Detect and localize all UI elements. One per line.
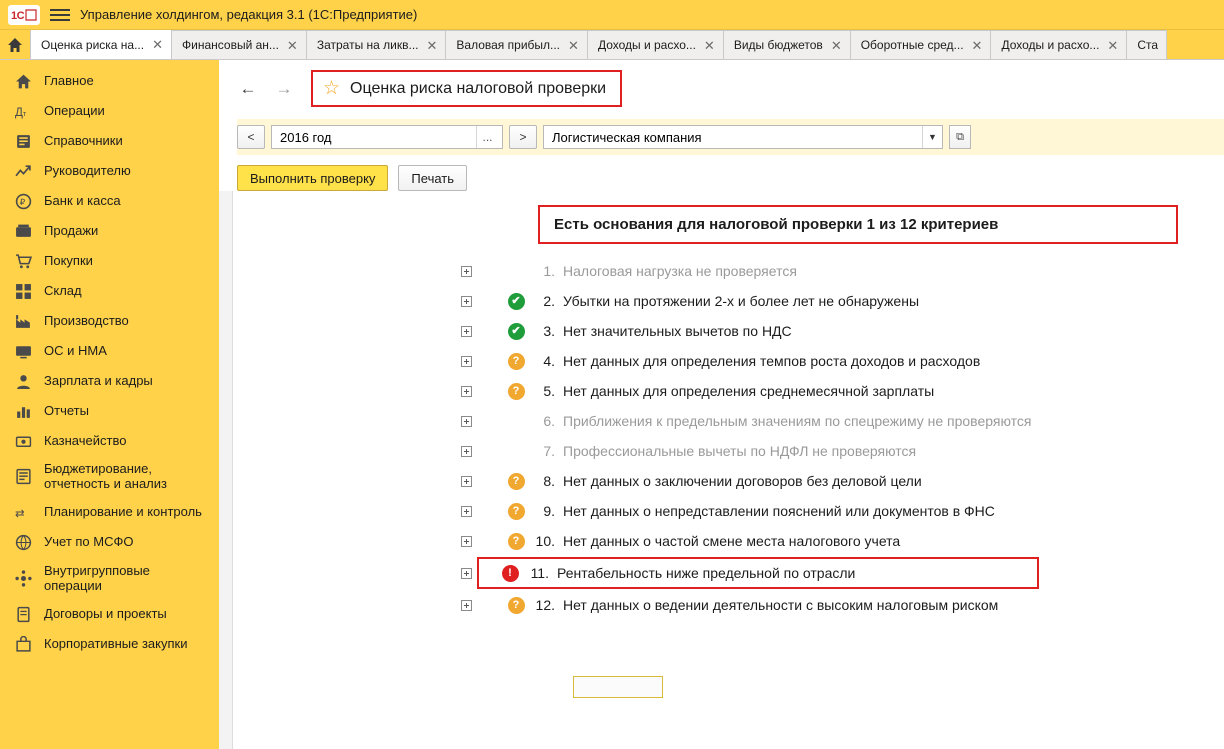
content-area (219, 60, 1224, 749)
tab-home[interactable] (0, 30, 30, 59)
close-icon[interactable]: ✕ (568, 37, 579, 53)
budget-icon (14, 468, 32, 486)
back-button[interactable]: ← (239, 78, 257, 98)
sidebar-item-glavnoe[interactable] (0, 66, 219, 96)
sidebar-item-label: Отчеты (44, 402, 89, 418)
previous-period-button[interactable]: < (237, 125, 265, 149)
criteria-row[interactable] (233, 496, 1224, 526)
sidebar-item-otchety[interactable] (0, 396, 219, 426)
report-footer-cell[interactable] (573, 676, 663, 698)
assets-icon (14, 342, 32, 360)
status-badge (503, 503, 529, 520)
sidebar-item-label: Зарплата и кадры (44, 372, 153, 388)
criteria-list (233, 256, 1224, 620)
planning-icon (14, 504, 32, 522)
criteria-number: 5. (543, 383, 555, 399)
intragroup-icon (14, 570, 32, 588)
close-icon[interactable]: ✕ (286, 37, 298, 53)
question-icon: ? (508, 353, 525, 370)
expand-icon[interactable] (455, 446, 477, 457)
criteria-text: Профессиональные вычеты по НДФЛ не проверяются (563, 443, 917, 459)
tab-label: Доходы и расхо... (1001, 38, 1100, 52)
treasury-icon (14, 432, 32, 450)
criteria-row[interactable] (233, 346, 1224, 376)
operations-icon (14, 102, 32, 120)
print-button[interactable]: Печать (398, 165, 467, 191)
tab-strip (0, 30, 1224, 60)
expand-icon[interactable] (455, 326, 477, 337)
navigation-row (219, 60, 1224, 113)
sidebar (0, 60, 219, 749)
expand-icon[interactable] (455, 568, 477, 579)
sidebar-item-pokupki[interactable] (0, 246, 219, 276)
criteria-row-highlighted[interactable] (477, 557, 1039, 589)
criteria-text: Нет данных о непредставлении пояснений или документов в ФНС (563, 503, 995, 519)
main-body (0, 60, 1224, 749)
sidebar-item-label: Склад (44, 282, 82, 298)
status-badge (503, 473, 529, 490)
sidebar-item-label: Внутригрупповые операции (44, 562, 150, 593)
sidebar-item-korporativnye-zakupki[interactable] (0, 630, 219, 660)
tab-label: Доходы и расхо... (597, 38, 696, 52)
close-icon[interactable]: ✕ (703, 37, 715, 53)
criteria-number: 1. (543, 263, 555, 279)
tab-label: Финансовый ан... (182, 38, 279, 52)
sidebar-item-label: Продажи (44, 222, 99, 238)
tab-label: Валовая прибыл... (456, 38, 561, 52)
cart-icon (14, 252, 32, 270)
page-title-container (311, 70, 622, 107)
warehouse-icon (14, 282, 32, 300)
expand-icon[interactable] (455, 506, 477, 517)
status-badge (503, 533, 529, 550)
criteria-number: 10. (535, 533, 555, 549)
sidebar-item-rukovoditelyu[interactable] (0, 156, 219, 186)
status-badge (503, 323, 529, 340)
expand-icon[interactable] (455, 296, 477, 307)
question-icon: ? (508, 597, 525, 614)
sidebar-item-sklad[interactable] (0, 276, 219, 306)
criteria-number: 7. (543, 443, 555, 459)
svg-text:⇄: ⇄ (14, 507, 25, 521)
check-icon: ✔ (508, 293, 525, 310)
title-bar (0, 0, 1224, 30)
report-gutter (219, 191, 233, 749)
sidebar-item-operacii[interactable] (0, 96, 219, 126)
sidebar-item-label: Договоры и проекты (44, 606, 167, 622)
criteria-text: Приближения к предельным значениям по спецрежиму не проверяются (563, 413, 1032, 429)
sidebar-item-zarplata-i-kadry[interactable] (0, 366, 219, 396)
error-icon: ! (502, 565, 519, 582)
sidebar-item-vnutrigruppovye-operacii[interactable] (0, 558, 219, 600)
status-badge (503, 353, 529, 370)
close-icon[interactable]: ✕ (426, 37, 438, 53)
expand-icon[interactable] (455, 536, 477, 547)
check-icon: ✔ (508, 323, 525, 340)
app-logo-icon (8, 5, 40, 25)
question-icon: ? (508, 503, 525, 520)
tab-label: Оборотные сред... (860, 38, 964, 52)
sidebar-item-label: Производство (44, 312, 129, 328)
sidebar-item-uchet-po-msfo[interactable] (0, 528, 219, 558)
chart-up-icon (14, 162, 32, 180)
status-badge (497, 565, 523, 582)
criteria-text: Рентабельность ниже предельной по отрасли (557, 565, 856, 581)
criteria-number: 8. (543, 473, 555, 489)
criteria-number: 4. (543, 353, 555, 369)
svg-text:Дт: Дт (14, 105, 26, 119)
sidebar-item-proizvodstvo[interactable] (0, 306, 219, 336)
tab-3[interactable] (445, 30, 588, 59)
status-badge (503, 597, 529, 614)
sidebar-item-os-i-nma[interactable] (0, 336, 219, 366)
sidebar-item-label: Корпоративные закупки (44, 636, 188, 652)
home-icon (14, 72, 32, 90)
page-title: Оценка риска налоговой проверки (350, 79, 607, 97)
person-icon (14, 372, 32, 390)
sidebar-item-kaznacheystvo[interactable] (0, 426, 219, 456)
reports-icon (14, 402, 32, 420)
criteria-number: 6. (543, 413, 555, 429)
tab-8[interactable] (1126, 30, 1167, 59)
close-icon[interactable]: ✕ (830, 37, 842, 53)
criteria-row[interactable] (233, 590, 1224, 620)
sidebar-item-planirovanie-i-kontrol[interactable] (0, 498, 219, 528)
svg-text:₽: ₽ (19, 196, 25, 207)
question-icon: ? (508, 383, 525, 400)
criteria-row[interactable] (233, 436, 1224, 466)
main-menu-icon[interactable] (50, 7, 70, 23)
filter-bar (237, 119, 1224, 155)
tab-label: Оценка риска на... (41, 37, 145, 52)
criteria-row[interactable] (233, 256, 1224, 286)
criteria-number: 12. (535, 597, 555, 613)
tab-2[interactable] (306, 30, 447, 59)
home-icon (7, 37, 23, 53)
report-area (219, 205, 1224, 698)
next-period-button[interactable]: > (509, 125, 537, 149)
organization-value: Логистическая компания (552, 129, 702, 145)
close-icon[interactable]: ✕ (971, 37, 983, 53)
tab-5[interactable] (723, 30, 851, 59)
sidebar-item-spravochniki[interactable] (0, 126, 219, 156)
action-bar (219, 155, 1224, 191)
ifrs-icon (14, 534, 32, 552)
criteria-row[interactable] (233, 376, 1224, 406)
tab-label: Виды бюджетов (733, 38, 823, 52)
criteria-row[interactable] (233, 466, 1224, 496)
sidebar-item-dogovory-i-proekty[interactable] (0, 600, 219, 630)
criteria-number: 3. (543, 323, 555, 339)
sidebar-item-label: Покупки (44, 252, 93, 268)
tab-6[interactable] (850, 30, 992, 59)
close-icon[interactable]: ✕ (152, 37, 164, 52)
organization-field[interactable] (543, 125, 943, 149)
criteria-row[interactable] (233, 316, 1224, 346)
criteria-number: 2. (543, 293, 555, 309)
status-badge (503, 293, 529, 310)
criteria-row[interactable] (233, 286, 1224, 316)
expand-icon[interactable] (455, 386, 477, 397)
question-icon: ? (508, 473, 525, 490)
sidebar-item-byudzhetirovanie[interactable] (0, 456, 219, 498)
criteria-number: 9. (543, 503, 555, 519)
sidebar-item-label: Банк и касса (44, 192, 121, 208)
sidebar-item-label: Планирование и контроль (44, 504, 202, 520)
forward-button[interactable]: → (275, 78, 293, 98)
sidebar-item-bank-i-kassa[interactable] (0, 186, 219, 216)
tab-label: Ста (1137, 38, 1159, 52)
expand-icon[interactable] (455, 416, 477, 427)
open-organization-button[interactable]: ⧉ (949, 125, 971, 149)
expand-icon[interactable] (455, 476, 477, 487)
summary-banner: Есть основания для налоговой проверки 1 из 12 критериев (538, 205, 1178, 244)
sidebar-item-label: Учет по МСФО (44, 534, 134, 550)
sidebar-item-prodazhi[interactable] (0, 216, 219, 246)
close-icon[interactable]: ✕ (1107, 37, 1119, 53)
criteria-number: 11. (530, 565, 549, 581)
factory-icon (14, 312, 32, 330)
sidebar-item-label: Главное (44, 72, 94, 88)
criteria-row[interactable] (233, 526, 1224, 556)
sidebar-item-label: Справочники (44, 132, 123, 148)
sidebar-item-label: Казначейство (44, 432, 127, 448)
tab-1[interactable] (171, 30, 307, 59)
contracts-icon (14, 606, 32, 624)
favorite-star-icon[interactable]: ☆ (323, 78, 341, 99)
sidebar-item-label: ОС и НМА (44, 342, 107, 358)
criteria-text: Нет данных о заключении договоров без деловой цели (563, 473, 922, 489)
criteria-text: Убытки на протяжении 2-х и более лет не обнаружены (563, 293, 920, 309)
chevron-down-icon[interactable]: ▼ (922, 126, 942, 148)
status-badge (503, 383, 529, 400)
onec-logo-svg (10, 8, 38, 22)
sidebar-item-label: Руководителю (44, 162, 131, 178)
criteria-text: Нет данных о ведении деятельности с высоким налоговым риском (563, 597, 999, 613)
criteria-text: Нет значительных вычетов по НДС (563, 323, 792, 339)
svg-text:1C: 1C (11, 9, 25, 22)
criteria-text: Нет данных для определения среднемесячной зарплаты (563, 383, 935, 399)
expand-icon[interactable] (455, 356, 477, 367)
period-select-icon[interactable]: ... (476, 126, 498, 148)
sidebar-item-label: Бюджетирование, отчетность и анализ (44, 461, 167, 491)
tab-0[interactable] (30, 30, 172, 59)
tab-7[interactable] (990, 30, 1127, 59)
tab-4[interactable] (587, 30, 724, 59)
sales-icon (14, 222, 32, 240)
criteria-text: Нет данных для определения темпов роста доходов и расходов (563, 353, 981, 369)
tab-label: Затраты на ликв... (316, 38, 419, 52)
expand-icon[interactable] (455, 600, 477, 611)
period-field[interactable] (271, 125, 503, 149)
period-value: 2016 год (280, 129, 332, 145)
question-icon: ? (508, 533, 525, 550)
run-check-button[interactable]: Выполнить проверку (237, 165, 388, 191)
book-icon (14, 132, 32, 150)
procurement-icon (14, 636, 32, 654)
sidebar-item-label: Операции (44, 102, 105, 118)
criteria-row[interactable] (233, 406, 1224, 436)
expand-icon[interactable] (455, 266, 477, 277)
criteria-text: Нет данных о частой смене места налогового учета (563, 533, 901, 549)
bank-icon (14, 192, 32, 210)
criteria-text: Налоговая нагрузка не проверяется (563, 263, 797, 279)
window-title: Управление холдингом, редакция 3.1 (1С:Предприятие) (80, 7, 418, 22)
